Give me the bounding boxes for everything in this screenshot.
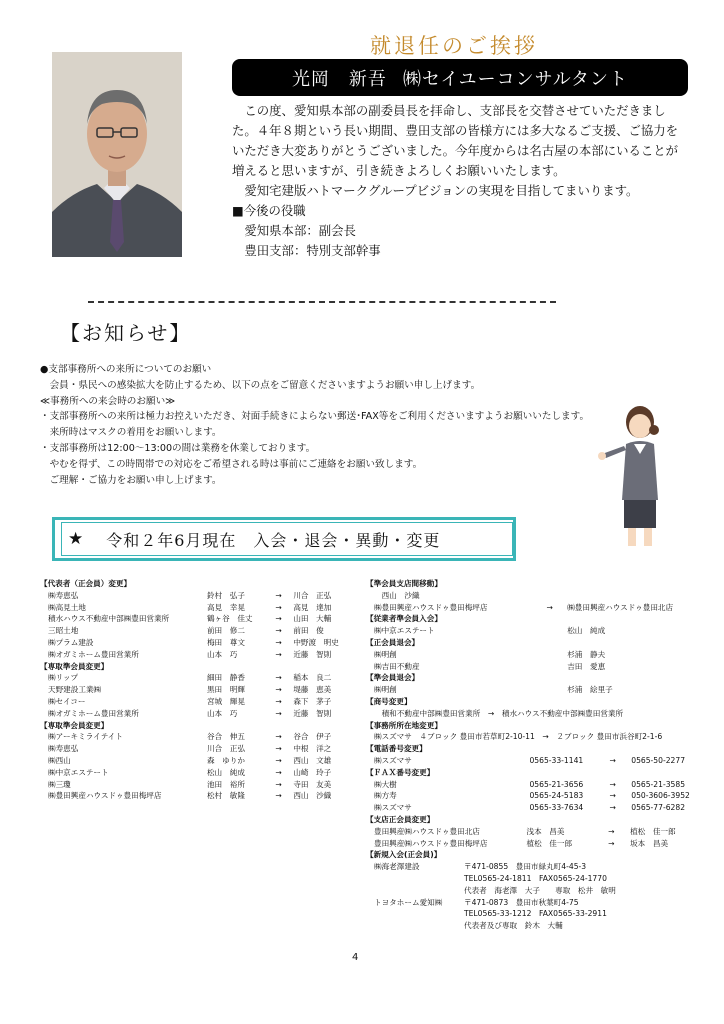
roster-cell <box>532 625 567 637</box>
section-divider <box>88 301 556 303</box>
roster-cell: 松山 純成 <box>567 626 606 636</box>
notice-line: 会員・県民への感染拡大を防止するため、以下の点をご留意くださいますようお願い申し上げます。 <box>40 379 481 391</box>
roster-cell: 豊田興産㈱ハウスドゥ豊田梅坪店 <box>374 838 488 848</box>
receptionist-illustration <box>596 400 676 550</box>
roster-cell: 川合 正弘 <box>206 744 245 754</box>
arrow-icon: → <box>609 779 616 789</box>
arrow-icon: → <box>609 803 616 813</box>
roster-cell: TEL0565-24-1811 FAX0565-24-1770 <box>464 873 607 883</box>
notice-heading: 【お知らせ】 <box>60 321 192 345</box>
roster-cell: 中野渡 明史 <box>293 637 339 647</box>
role-heading: ■今後の役職 <box>232 203 306 218</box>
roster-cell: 森下 茅子 <box>293 696 332 706</box>
roster-row <box>366 873 696 885</box>
arrow-icon <box>532 590 567 602</box>
roster-row <box>40 649 362 661</box>
section-heading: 【従業者準会員入会】 <box>366 614 442 624</box>
name-banner <box>232 59 688 96</box>
roster-row <box>40 790 362 802</box>
roster-cell: ㈱西山 <box>48 755 71 765</box>
roster-row <box>366 755 696 767</box>
greeting-title: 就退任のご挨拶 <box>370 34 538 58</box>
roster-cell: ㈱リップ <box>48 673 79 683</box>
arrow-icon: → <box>275 602 282 612</box>
notice-line: やむを得ず、この時間帯での対応をご希望される時は事前にご連絡をお願い致します。 <box>40 458 423 470</box>
section-heading: 【準会員支店間移動】 <box>366 579 442 588</box>
roster-row <box>40 637 362 649</box>
roster-row <box>366 920 696 932</box>
roster-cell: 積水ハウス不動産中部㈱豊田営業所 <box>48 614 170 624</box>
roster-cell: 前田 修二 <box>206 626 245 636</box>
greeting-paragraph: 愛知宅建版ハトマークグループビジョンの実現を目指してまいります。 <box>232 183 639 198</box>
roster-cell: 0565-33-7634 <box>529 803 584 813</box>
roster-row <box>366 602 696 614</box>
roster-cell: ㈱大樹 <box>374 779 397 789</box>
roster-row <box>40 731 362 743</box>
roster-cell: 鈴村 弘子 <box>206 590 245 600</box>
roster-cell: 山崎 玲子 <box>293 767 332 777</box>
roster-cell: 池田 裕所 <box>206 779 245 789</box>
roster-cell: ㈱スズマサ <box>374 755 412 765</box>
roster-cell: ㈱アーキミライテイト <box>48 732 123 742</box>
section-heading: 【正会員退会】 <box>366 637 420 647</box>
section-heading: 【電話番号変更】 <box>366 744 427 754</box>
roster-cell: 西山 文雄 <box>293 755 332 765</box>
roster-right-column <box>366 578 696 932</box>
roster-cell: ㈱海老澤建設 <box>374 862 420 872</box>
receptionist-drawing <box>596 400 676 550</box>
member-name: 光岡 新吾 <box>291 68 387 90</box>
roster-cell: 西山 沙織 <box>293 791 332 801</box>
roster-cell: 寺田 友美 <box>293 779 332 789</box>
roster-cell: 近藤 智則 <box>293 708 332 718</box>
arrow-icon: → <box>608 826 615 836</box>
roster-cell: 050-3606-3952 <box>631 791 690 801</box>
roster-row <box>366 838 696 850</box>
roster-row <box>40 779 362 791</box>
roster-cell <box>374 920 464 932</box>
roster-cell: ㈱中京エステート <box>48 767 109 777</box>
roster-cell: 〒471-0873 豊田市秋葉町4-75 <box>464 897 579 907</box>
greeting-paragraph: この度、愛知県本部の副委員長を拝命し、支部長を交替させていただきました。４年８期という長い期間、豊田支部の皆様方には多大なるご支援、ご協力をいただき大変ありがとうございました。今年度からは名古屋の本部にいることが増えると思いますが、引き続きよろしくお願いいたします。 <box>232 103 679 178</box>
roster-left-column <box>40 578 362 802</box>
roster-cell: 松村 敏隆 <box>206 791 245 801</box>
roster-cell: 細田 静香 <box>206 673 245 683</box>
roster-row <box>40 708 362 720</box>
roster-cell: 0565-77-6282 <box>631 803 686 813</box>
roster-cell: 森 ゆりか <box>206 755 245 765</box>
roster-row <box>40 613 362 625</box>
notice-line: ●支部事務所への来所についてのお願い <box>40 364 212 375</box>
section-heading: 【支店正会員変更】 <box>366 814 435 824</box>
roster-cell: 山本 巧 <box>206 649 238 659</box>
roster-cell: 黒田 明輝 <box>206 685 245 695</box>
roster-cell: 鶴ヶ谷 佳丈 <box>206 614 253 624</box>
roster-cell: ㈱明創 <box>374 649 397 659</box>
roster-cell: ㈱豊田興産ハウスドゥ豊田梅坪店 <box>48 791 162 801</box>
roster-cell <box>532 684 567 696</box>
notice-line: ・支部事務所は12:00～13:00の間は業務を休業しております。 <box>40 442 316 454</box>
arrow-icon: → <box>275 708 282 718</box>
notice-line: ・支部事務所への来所は極力お控えいただき、対面手続きによらない郵送･FAX等をご利用くださいますようお願いいたします。 <box>40 411 590 423</box>
arrow-icon: → <box>275 626 282 636</box>
roster-cell: 〒471-0855 豊田市緑丸町4-45-3 <box>464 862 587 872</box>
roster-cell: ㈱寿恵弘 <box>48 744 79 754</box>
roster-row <box>366 861 696 873</box>
section-heading: 【事務所所在地変更】 <box>366 720 442 730</box>
arrow-icon: → <box>275 791 282 801</box>
roster-cell: 0565-24-5183 <box>529 791 584 801</box>
page-number: 4 <box>352 952 359 963</box>
roster-row <box>40 767 362 779</box>
roster-cell: 西山 沙織 <box>374 590 420 600</box>
roster-row <box>40 696 362 708</box>
roster-cell: 吉田 愛恵 <box>567 661 606 671</box>
roster-cell: ㈱中京エステート <box>374 626 435 636</box>
roster-cell: ㈱スズマサ <box>374 803 412 813</box>
roster-row <box>366 649 696 661</box>
roster-row: 積和不動産中部㈱豊田営業所 → 積水ハウス不動産中部㈱豊田営業所 <box>374 708 624 718</box>
roster-cell: TEL0565-33-1212 FAX0565-33-2911 <box>464 909 607 919</box>
arrow-icon: → <box>608 838 615 848</box>
section-heading: 【専取準会員変更】 <box>40 720 109 730</box>
roster-cell: ㈱吉田不動産 <box>374 661 420 671</box>
roster-cell <box>374 908 464 920</box>
roster-cell: ㈱方寿 <box>374 791 397 801</box>
roster-row <box>40 743 362 755</box>
roster-cell: 谷合 伸五 <box>206 732 245 742</box>
roster-cell <box>374 873 464 885</box>
arrow-icon: → <box>275 590 282 600</box>
roster-cell <box>567 590 696 602</box>
roster-cell: 前田 俊 <box>293 626 324 636</box>
roster-cell: 天野建設工業㈱ <box>48 685 102 695</box>
roster-cell: 植松 佳一郎 <box>526 838 573 848</box>
roster-cell: 梅田 尊文 <box>206 637 245 647</box>
roster-row: ㈱スズマサ ４ブロック 豊田市若草町2-10-11 → ２ブロック 豊田市浜谷町2-1-6 <box>374 732 663 742</box>
roster-row <box>366 684 696 696</box>
roster-row <box>366 897 696 909</box>
roster-row <box>40 755 362 767</box>
roster-cell: トヨタホーム愛知㈱ <box>374 897 443 907</box>
roster-cell <box>532 649 567 661</box>
roster-row <box>40 672 362 684</box>
arrow-icon: → <box>275 744 282 754</box>
section-heading: 【専取準会員変更】 <box>40 661 109 671</box>
roster-row <box>366 908 696 920</box>
roster-row <box>40 590 362 602</box>
roster-cell <box>374 885 464 897</box>
roster-cell: 宮城 輝晃 <box>206 696 245 706</box>
roster-cell: 山本 巧 <box>206 708 238 718</box>
roster-cell: ㈱プラム建設 <box>48 637 94 647</box>
roster-cell: 坂本 昌美 <box>630 838 669 848</box>
arrow-icon: → <box>546 602 553 612</box>
roster-cell: 代表者及び専取 鈴木 大輔 <box>464 921 563 931</box>
roster-cell: 川合 正弘 <box>293 590 332 600</box>
roster-row <box>366 826 696 838</box>
roster-cell: 山田 大輔 <box>293 614 332 624</box>
roster-cell: 谷合 伊子 <box>293 732 332 742</box>
roster-cell: 杉浦 絵里子 <box>567 685 613 695</box>
roster-cell: 代表者 海老澤 大子 専取 松井 敏明 <box>464 885 616 895</box>
roster-cell: 堤藤 恵美 <box>293 685 332 695</box>
roster-row <box>366 661 696 673</box>
roster-cell: ㈱三瓊 <box>48 779 71 789</box>
arrow-icon: → <box>275 637 282 647</box>
roster-cell: 高見 達加 <box>293 602 332 612</box>
roster-banner <box>52 517 516 561</box>
section-heading: 【準会員退会】 <box>366 673 420 683</box>
roster-cell: 浅本 昌美 <box>526 826 565 836</box>
roster-row <box>366 625 696 637</box>
company-name: ㈱セイユーコンサルタント <box>402 68 629 90</box>
roster-cell: 0565-21-3656 <box>529 779 584 789</box>
roster-row <box>366 779 696 791</box>
roster-banner-title: 令和２年6月現在 入会・退会・異動・変更 <box>106 530 441 550</box>
arrow-icon: → <box>275 767 282 777</box>
arrow-icon: → <box>275 696 282 706</box>
section-heading: 【ＦＡＸ番号変更】 <box>366 767 435 777</box>
roster-cell: ㈱オガミホーム豊田営業所 <box>48 708 139 718</box>
roster-cell: 植松 佳一郎 <box>630 826 676 836</box>
star-icon: ★ <box>68 529 85 549</box>
arrow-icon: → <box>609 791 616 801</box>
roster-cell: ㈱オガミホーム豊田営業所 <box>48 649 139 659</box>
notice-line: ご理解・ご協力をお願い申し上げます。 <box>40 474 222 486</box>
section-heading: 【商号変更】 <box>366 696 412 706</box>
roster-row <box>366 790 696 802</box>
portrait-photo <box>52 52 182 257</box>
roster-row <box>40 684 362 696</box>
roster-cell: 近藤 智則 <box>293 649 332 659</box>
roster-row <box>366 802 696 814</box>
roster-cell: 稲本 良二 <box>293 673 332 683</box>
roster-cell: ㈱寿恵弘 <box>48 590 79 600</box>
roster-cell: ㈱高見土地 <box>48 602 86 612</box>
role-item: 豊田支部：特別支部幹事 <box>232 243 381 258</box>
arrow-icon: → <box>275 685 282 695</box>
roster-cell: 中根 洋之 <box>293 744 332 754</box>
roster-cell: 0565-50-2277 <box>631 755 686 765</box>
arrow-icon: → <box>275 779 282 789</box>
roster-cell: 豊田興産㈱ハウスドゥ豊田北店 <box>374 826 480 836</box>
roster-cell: ㈱豊田興産ハウスドゥ豊田北店 <box>567 602 674 612</box>
roster-cell <box>532 661 567 673</box>
section-heading: 【新規入会(正会員)】 <box>366 850 442 860</box>
roster-row <box>40 602 362 614</box>
greeting-body <box>232 101 688 261</box>
arrow-icon: → <box>275 755 282 765</box>
roster-cell: 0565-21-3585 <box>631 779 686 789</box>
roster-cell: ㈱セイコー <box>48 696 86 706</box>
roster-row <box>366 885 696 897</box>
roster-cell: ㈱明創 <box>374 685 397 695</box>
notice-line: 来所時はマスクの着用をお願いします。 <box>40 427 222 439</box>
roster-row <box>40 625 362 637</box>
portrait-illustration <box>52 52 182 257</box>
roster-cell: 0565-33-1141 <box>529 755 584 765</box>
roster-cell: 杉浦 静夫 <box>567 649 606 659</box>
arrow-icon: → <box>275 614 282 624</box>
notice-body <box>40 362 600 488</box>
roster-cell: ㈱豊田興産ハウスドゥ豊田梅坪店 <box>374 602 488 612</box>
arrow-icon: → <box>275 673 282 683</box>
roster-banner-inner <box>61 522 513 556</box>
arrow-icon: → <box>609 755 616 765</box>
arrow-icon: → <box>275 649 282 659</box>
section-heading: 【代表者（正会員）変更】 <box>40 579 132 588</box>
role-item: 愛知県本部：副会長 <box>232 223 356 238</box>
roster-cell: 三昭土地 <box>48 626 79 636</box>
notice-line: ≪事務所への来会時のお願い≫ <box>40 395 176 407</box>
roster-cell: 高見 幸晃 <box>206 602 245 612</box>
roster-cell: 松山 純成 <box>206 767 245 777</box>
arrow-icon: → <box>275 732 282 742</box>
roster-row <box>366 590 696 602</box>
